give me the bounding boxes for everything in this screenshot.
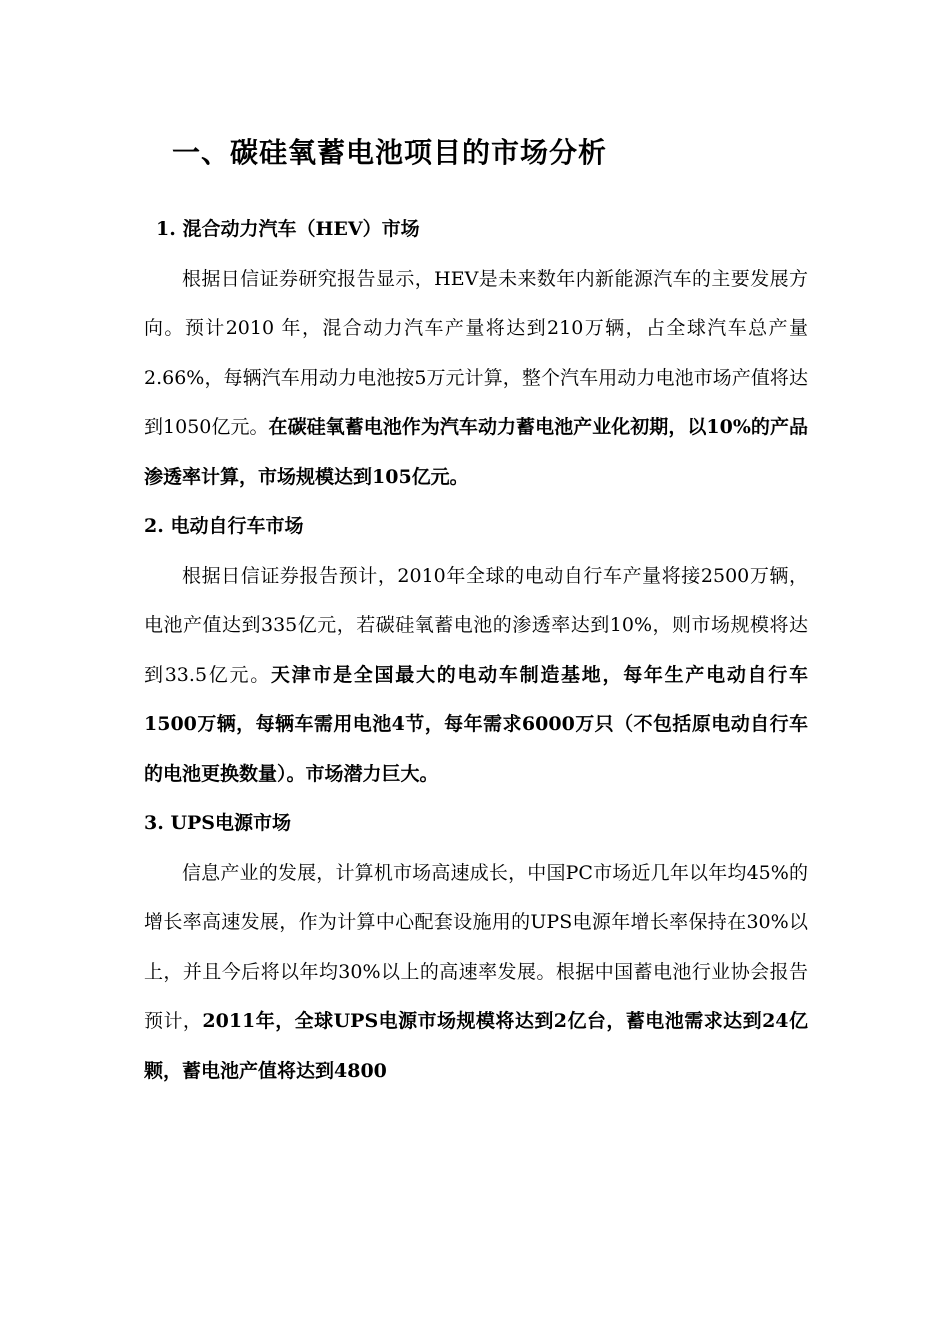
paragraph-ebike-bold-text: 天津市是全国最大的电动车制造基地，每年生产电动自行车1500万辆，每辆车需用电池4节，每年需求6000万只（不包括原电动自行车的电池更换数量）。市场潜力巨大。 (144, 663, 808, 785)
section-heading-ups: 3. UPS电源市场 (144, 812, 292, 834)
paragraph-ups-bold-text: 2011年，全球UPS电源市场规模将达到2亿台，蓄电池需求达到24亿颗，蓄电池产值将达到4800 (144, 1010, 808, 1082)
document-title: 一、碳硅氧蓄电池项目的市场分析 (172, 136, 608, 169)
paragraph-ups (144, 849, 808, 1097)
section-heading-hev: 1. 混合动力汽车（HEV）市场 (156, 218, 420, 240)
paragraph-ebike (144, 552, 808, 800)
section-heading-ebike: 2. 电动自行车市场 (144, 515, 304, 537)
paragraph-hev-bold-text: 在碳硅氧蓄电池作为汽车动力蓄电池产业化初期，以10%的产品渗透率计算，市场规模达到105亿元。 (144, 416, 808, 488)
paragraph-ebike-text: 根据日信证券报告预计，2010年全球的电动自行车产量将接2500万辆，电池产值达到335亿元，若碳硅氧蓄电池的渗透率达到10%，则市场规模将达到33.5亿元。 (144, 564, 808, 686)
paragraph-hev (144, 255, 808, 503)
paragraph-hev-text: 根据日信证券研究报告显示，HEV是未来数年内新能源汽车的主要发展方向。预计2010 年，混合动力汽车产量将达到210万辆，占全球汽车总产量2.66%，每辆汽车用动力电池按5万元计算，整个汽车用动力电池市场产值将达到1050亿元。 (144, 267, 808, 438)
document-body (144, 205, 808, 1096)
paragraph-ups-text: 信息产业的发展，计算机市场高速成长，中国PC市场近几年以年均45%的增长率高速发展，作为计算中心配套设施用的UPS电源年增长率保持在30%以上，并且今后将以年均30%以上的高速率发展。根据中国蓄电池行业协会报告预计， (144, 861, 808, 1032)
